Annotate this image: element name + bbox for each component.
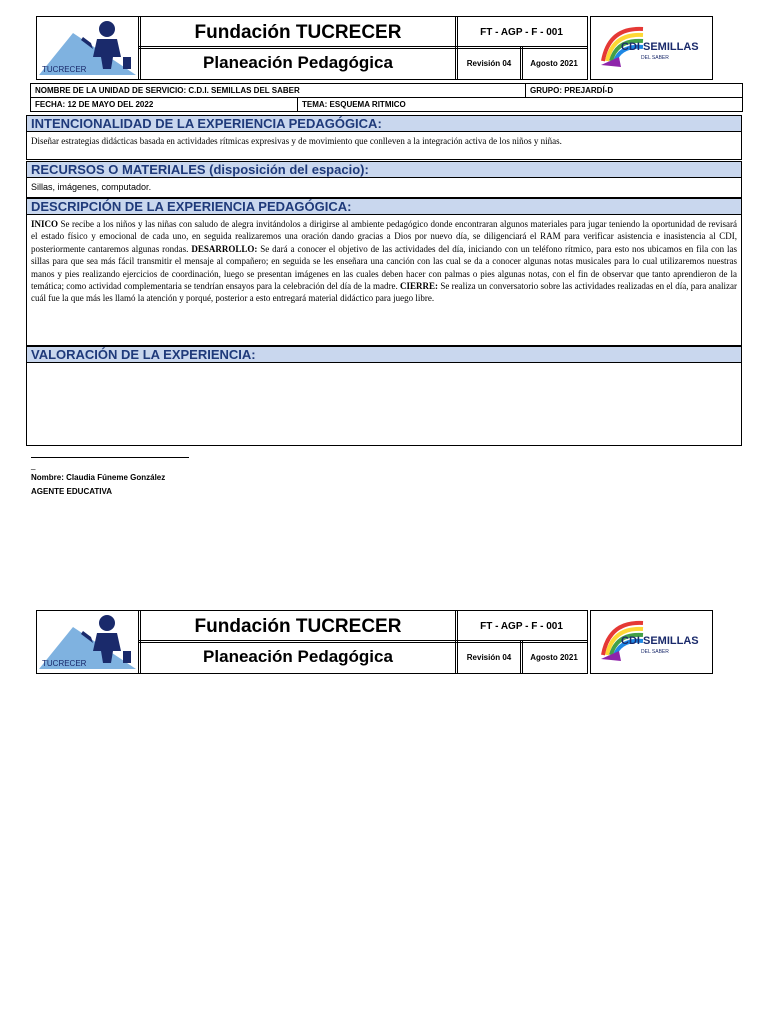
description-section-body — [26, 215, 742, 346]
cdi-logo-label: CDI SEMILLAS — [621, 41, 699, 53]
intent-text: Diseñar estrategias didácticas basada en actividades rítmicas expresivas y de movimiento que conlleven a la integración activa de los niños y niñas. — [31, 136, 562, 146]
signature-line — [31, 457, 189, 458]
document-subtitle: Planeación Pedagógica — [138, 46, 458, 80]
revision-label: Revisión 04 — [455, 640, 523, 674]
resources-section-title: RECURSOS O MATERIALES (disposición del espacio): — [26, 161, 742, 178]
document-header-page-2 — [36, 610, 711, 672]
cdi-logo-sublabel: DEL SABER — [641, 649, 669, 655]
development-text: Se dará a conocer el objetivo de las actividades del día, iniciando con un teléfono rítmico, para esto nos ubicamos en fila con las sillas para que sea más fácil transmitir el mensaje al compañero; en seguida se les enseñara una canción con las cual se da a conocer algunas notas musicales para lo cual utilizaremos nuestras manos y pies realizando ejercicios de coordinación, luego se presentan imágenes en las cuales deben hacer con palmas o pies algunas notas, con el fin de observar que tanto aprendieron de la temática; como actividad complementaria se tendrían ensayos para la celebración del día de la madre. — [31, 243, 738, 292]
date-field: FECHA: 12 DE MAYO DEL 2022 — [30, 97, 298, 112]
document-header — [36, 16, 711, 78]
group-field: GRUPO: PREJARDÍ-D — [525, 83, 743, 98]
org-title: Fundación TUCRECER — [138, 16, 458, 49]
org-title: Fundación TUCRECER — [138, 610, 458, 643]
theme-field: TEMA: ESQUEMA RITMICO — [297, 97, 743, 112]
tucrecer-logo — [36, 16, 141, 80]
document-subtitle: Planeación Pedagógica — [138, 640, 458, 674]
cdi-semillas-logo — [590, 16, 713, 80]
valuation-section-title: VALORACIÓN DE LA EXPERIENCIA: — [26, 346, 742, 363]
intent-section-title: INTENCIONALIDAD DE LA EXPERIENCIA PEDAGÓGICA: — [26, 115, 742, 132]
cdi-logo-icon — [591, 17, 710, 77]
intent-section-body — [26, 132, 742, 160]
revision-label: Revisión 04 — [455, 46, 523, 80]
service-unit-field: NOMBRE DE LA UNIDAD DE SERVICIO: C.D.I. SEMILLAS DEL SABER — [30, 83, 526, 98]
tucrecer-logo-text: TUCRECER — [42, 659, 87, 668]
start-text: Se recibe a los niños y las niñas con saludo de alegra invitándolos a dirigirse al ambiente pedagógico donde encontraran algunos materiales para jugar teniendo la oportunidad de revisará el estado físico y emocional de cada uno, en seguida realizaremos una oración dando gracias a Dios por nuevo día, se diligenciará el RAM para verificar asistencia e inasistencia al CDI, posteriormente cantaremos algunas rondas. — [31, 219, 737, 254]
cdi-logo-icon — [591, 611, 710, 671]
description-section-title: DESCRIPCIÓN DE LA EXPERIENCIA PEDAGÓGICA: — [26, 198, 742, 215]
development-label: DESARROLLO: — [191, 243, 258, 254]
valuation-section-body — [26, 363, 742, 446]
tucrecer-logo-text: TUCRECER — [42, 65, 87, 74]
cdi-logo-label: CDI SEMILLAS — [621, 635, 699, 647]
revision-date: Agosto 2021 — [520, 46, 588, 80]
closing-text: Se realiza un conversatorio sobre las actividades realizadas en el día, para analizar cuál fue la que más les llamó la atención y porqué, posterior a esto entregará material didáctico para juego libre. — [31, 281, 737, 304]
cdi-logo-sublabel: DEL SABER — [641, 55, 669, 61]
signature-name: Nombre: Claudia Fúneme González — [31, 473, 166, 482]
revision-date: Agosto 2021 — [520, 640, 588, 674]
signature-dash: _ — [31, 461, 36, 470]
tucrecer-logo — [36, 610, 141, 674]
resources-section-body — [26, 178, 742, 198]
signature-role: AGENTE EDUCATIVA — [31, 487, 113, 496]
closing-label: CIERRE: — [400, 281, 439, 292]
cdi-semillas-logo — [590, 610, 713, 674]
form-code: FT - AGP - F - 001 — [455, 16, 588, 49]
resources-text: Sillas, imágenes, computador. — [31, 182, 152, 192]
form-code: FT - AGP - F - 001 — [455, 610, 588, 643]
start-label: INICO — [31, 219, 59, 229]
